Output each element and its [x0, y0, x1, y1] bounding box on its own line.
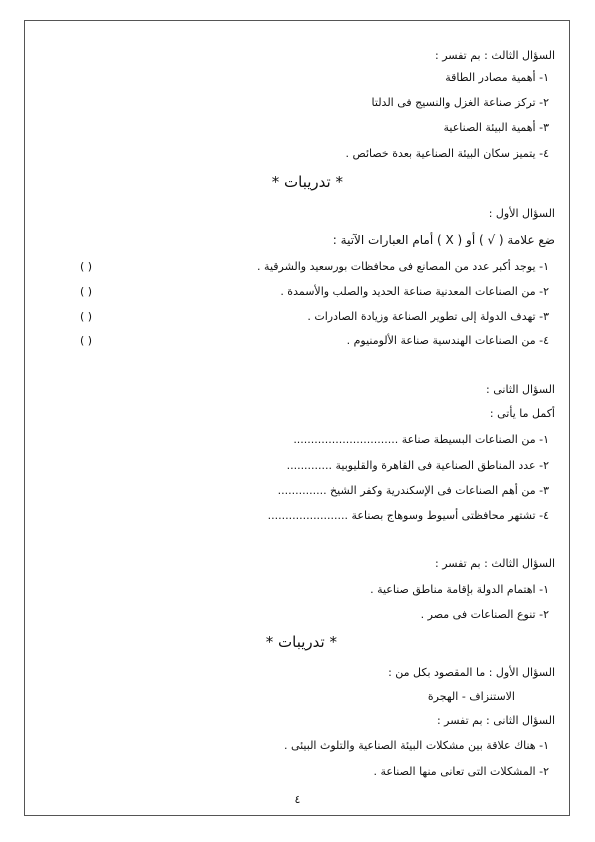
section1-heading: السؤال الثالث : بم تفسر :: [435, 49, 555, 62]
section1-item: ٢- تركز صناعة الغزل والنسيج فى الدلتا: [371, 96, 549, 109]
q3-item: ١- اهتمام الدولة بإقامة مناطق صناعية .: [370, 583, 549, 596]
q3-heading: السؤال الثالث : بم تفسر :: [435, 557, 555, 570]
q4-heading: السؤال الأول : ما المقصود بكل من :: [388, 666, 555, 679]
q1-statement: ٣- تهدف الدولة إلى تطوير الصناعة وزيادة الصادرات .: [307, 310, 549, 323]
section1-item: ١- أهمية مصادر الطاقة: [445, 71, 549, 84]
q5-item: ١- هناك علاقة بين مشكلات البيئة الصناعية والتلوث البيئى .: [283, 739, 549, 752]
q2-instruction: أكمل ما يأتى :: [489, 407, 555, 420]
q5-heading: السؤال الثانى : بم تفسر :: [436, 714, 555, 727]
q2-heading: السؤال الثانى :: [486, 383, 555, 396]
page-number: ٤: [294, 793, 301, 806]
q2-item: ٣- من أهم الصناعات فى الإسكندرية وكفر الشيخ ..............: [277, 484, 549, 497]
q1-statement: ١- يوجد أكبر عدد من المصانع فى محافظات بورسعيد والشرقية .: [257, 260, 549, 273]
q5-item: ٢- المشكلات التى تعانى منها الصناعة .: [373, 765, 549, 778]
answer-bracket[interactable]: ( ): [80, 334, 93, 347]
q1-statement: ٢- من الصناعات المعدنية صناعة الحديد والصلب والأسمدة .: [280, 285, 549, 298]
q4-terms: الاستنزاف - الهجرة: [427, 690, 515, 703]
q1-instruction: ضع علامة ( √ ) أو ( X ) أمام العبارات الآتية :: [332, 233, 555, 247]
section1-item: ٣- أهمية البيئة الصناعية: [443, 121, 549, 134]
answer-bracket[interactable]: ( ): [80, 285, 93, 298]
q1-statement: ٤- من الصناعات الهندسية صناعة الألومنيوم .: [346, 334, 549, 347]
q3-item: ٢- تنوع الصناعات فى مصر .: [420, 608, 549, 621]
section1-item: ٤- يتميز سكان البيئة الصناعية بعدة خصائص .: [345, 147, 549, 160]
answer-bracket[interactable]: ( ): [80, 310, 93, 323]
q2-item: ٤- تشتهر محافظتى أسيوط وسوهاج بصناعة .......................: [267, 509, 549, 522]
q2-item: ١- من الصناعات البسيطة صناعة ..............................: [293, 433, 549, 446]
exercises-title: * تدريبات *: [265, 633, 337, 651]
answer-bracket[interactable]: ( ): [80, 260, 93, 273]
q2-item: ٢- عدد المناطق الصناعية فى القاهرة والقليوبية .............: [286, 459, 549, 472]
q1-heading: السؤال الأول :: [488, 207, 555, 220]
exercises-title: * تدريبات *: [271, 173, 343, 191]
